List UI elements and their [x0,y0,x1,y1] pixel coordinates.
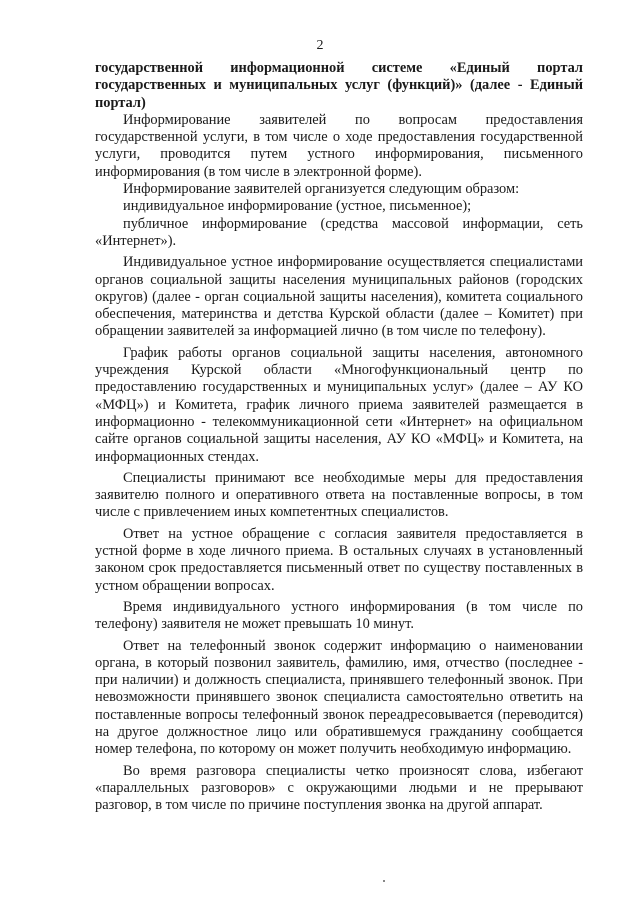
paragraph: Во время разговора специалисты четко произносят слова, избегают «параллельных разговоров» с окружающими людьми и не прерывают разговор, в том числе по причине поступления звонка на другой аппарат. [95,762,583,814]
paragraph: публичное информирование (средства массовой информации, сеть «Интернет»). [95,215,583,249]
paragraph: Специалисты принимают все необходимые меры для предоставления заявителю полного и оперативного ответа на поставленные вопросы, в том числе с привлечением иных компетентных специалистов. [95,469,583,521]
paragraph: Ответ на устное обращение с согласия заявителя предоставляется в устной форме в ходе личного приема. В остальных случаях в установленный законом срок предоставляется письменный ответ по существу поставленных в устном обращении вопросах. [95,525,583,594]
paragraph: индивидуальное информирование (устное, письменное); [123,198,472,215]
intro-paragraph: государственной информационной системе «Единый портал государственных и муниципальных услуг (функций)» (далее - Единый портал) [95,60,583,111]
paragraph: Информирование заявителей организуется следующим образом: [123,181,520,198]
paragraph: Ответ на телефонный звонок содержит информацию о наименовании органа, в который позвонил заявитель, фамилию, имя, отчество (последнее - при наличии) и должность специалиста, принявшего телефонный звонок. При невозможности принявшего звонок специалиста самостоятельно ответить на поставленные вопросы телефонный звонок переадресовывается (переводится) на другое должностное лицо или обратившемуся гражданину сообщается номер телефона, по которому он может получить необходимую информацию. [95,637,583,758]
scan-speck [383,880,385,882]
page-number: 2 [316,38,324,53]
paragraph: Индивидуальное устное информирование осуществляется специалистами органов социальной защиты населения муниципальных районов (городских округов) (далее - орган социальной защиты населения), комитета социального обеспечения, материнства и детства Курской области (далее – Комитет) при обращении заявителей за информацией лично (в том числе по телефону). [95,254,583,340]
paragraph: Время индивидуального устного информирования (в том числе по телефону) заявителя не может превышать 10 минут. [95,598,583,633]
paragraph: График работы органов социальной защиты населения, автономного учреждения Курской области «Многофункциональный центр по предоставлению государственных и муниципальных услуг» (далее – АУ КО «МФЦ») и Комитета, график личного приема заявителей размещается в информационно - телекоммуникационной сети «Интернет» на официальном сайте органов социальной защиты населения, АУ КО «МФЦ» и Комитета, на информационных стендах. [95,344,583,465]
paragraph: Информирование заявителей по вопросам предоставления государственной услуги, в том числе о ходе предоставления государственной услуги, проводится путем устного информирования, письменного информирования (в том числе в электронной форме). [95,111,583,180]
document-body [95,60,583,814]
